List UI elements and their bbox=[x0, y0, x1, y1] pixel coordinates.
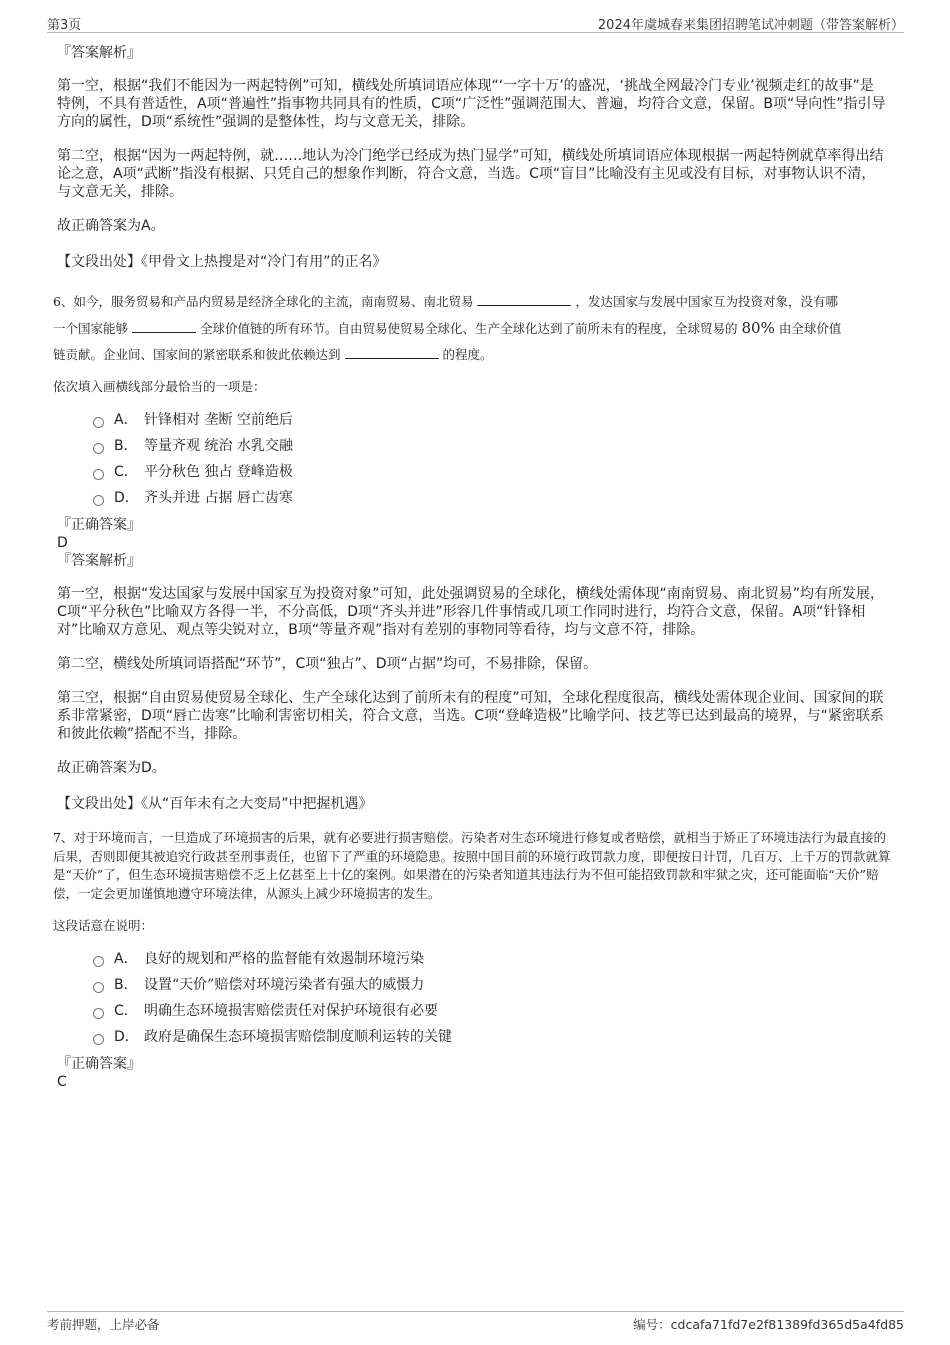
q6-stem-text: 的程度。 bbox=[442, 347, 493, 362]
q6-options bbox=[53, 406, 891, 510]
q7-answer: C bbox=[57, 1074, 67, 1090]
option-text: 明确生态环境损害赔偿责任对保护环境很有必要 bbox=[144, 1003, 438, 1019]
q5-source: 【文段出处】《甲骨文上热搜是对“冷门有用”的正名》 bbox=[57, 254, 387, 270]
document-title: 2024年虞城春来集团招聘笔试冲刺题（带答案解析） bbox=[597, 18, 904, 33]
question-7 bbox=[53, 829, 891, 1049]
q6-option-d[interactable] bbox=[53, 484, 891, 510]
option-letter: B． bbox=[114, 977, 138, 993]
question-6 bbox=[53, 289, 891, 510]
option-letter: A． bbox=[114, 412, 138, 428]
q7-options bbox=[53, 945, 891, 1049]
q6-stem-text: 6、如今，服务贸易和产品内贸易是经济全球化的主流，南南贸易、南北贸易 bbox=[53, 294, 474, 309]
q6-option-a[interactable] bbox=[53, 406, 891, 432]
page-footer bbox=[47, 1311, 904, 1337]
radio-icon[interactable] bbox=[93, 443, 104, 454]
option-letter: C． bbox=[114, 464, 138, 480]
option-text: 齐头并进 占据 唇亡齿寒 bbox=[144, 490, 293, 506]
radio-icon[interactable] bbox=[93, 956, 104, 967]
q6-analysis-para3: 第三空，根据“自由贸易使贸易全球化、生产全球化达到了前所未有的程度”可知，全球化程度很高，横线处需体现企业间、国家间的联系非常紧密，D项“唇亡齿寒”比喻利害密切相关，符合文意，当选。C项“登峰造极”比喻学问、技艺等已达到最高的境界，与“紧密联系和彼此依赖”搭配不当，排除。 bbox=[57, 690, 884, 742]
option-text: 良好的规划和严格的监督能有效遏制环境污染 bbox=[144, 951, 424, 967]
option-text: 针锋相对 垄断 空前绝后 bbox=[144, 412, 293, 428]
radio-icon[interactable] bbox=[93, 495, 104, 506]
q6-option-b[interactable] bbox=[53, 432, 891, 458]
q6-stem-text: ，发达国家与发展中国家互为投资对象，没有哪 bbox=[575, 294, 838, 309]
q6-stem-text: 链贡献。企业间、国家间的紧密联系和彼此依赖达到 bbox=[53, 347, 341, 362]
footer-slogan: 考前押题，上岸必备 bbox=[47, 1317, 160, 1332]
option-letter: C． bbox=[114, 1003, 138, 1019]
q5-conclusion: 故正确答案为A。 bbox=[57, 218, 165, 234]
q6-option-c[interactable] bbox=[53, 458, 891, 484]
document-id: 编号：cdcafa71fd7e2f81389fd365d5a4fd85 bbox=[633, 1317, 904, 1332]
q6-answer-label: 『正确答案』 bbox=[57, 517, 141, 533]
q7-option-b[interactable] bbox=[53, 971, 891, 997]
radio-icon[interactable] bbox=[93, 1008, 104, 1019]
page-content bbox=[53, 44, 891, 1091]
option-letter: B． bbox=[114, 438, 138, 454]
q7-option-c[interactable] bbox=[53, 997, 891, 1023]
q6-answer: D bbox=[57, 535, 68, 551]
option-letter: D． bbox=[114, 1029, 139, 1045]
q6-stem-text: 全球价值链的所有环节。自由贸易使贸易全球化、生产全球化达到了前所未有的程度，全球贸易的 bbox=[199, 321, 738, 336]
q6-blank-2 bbox=[132, 320, 196, 333]
q7-prompt: 这段话意在说明： bbox=[53, 918, 154, 933]
q5-analysis-label: 『答案解析』 bbox=[57, 45, 141, 61]
q6-blank-1 bbox=[477, 293, 571, 306]
q7-answer-label: 『正确答案』 bbox=[57, 1056, 141, 1072]
option-text: 等量齐观 统治 水乳交融 bbox=[144, 438, 293, 454]
q6-prompt: 依次填入画横线部分最恰当的一项是： bbox=[53, 379, 266, 394]
q6-analysis-label: 『答案解析』 bbox=[57, 553, 141, 569]
radio-icon[interactable] bbox=[93, 469, 104, 480]
option-text: 政府是确保生态环境损害赔偿制度顺利运转的关键 bbox=[144, 1029, 452, 1045]
q6-stem bbox=[53, 289, 891, 368]
q6-stem-text: 一个国家能够 bbox=[53, 321, 129, 336]
option-text: 设置“天价”赔偿对环境污染者有强大的威慑力 bbox=[144, 977, 425, 993]
q6-source: 【文段出处】《从“百年未有之大变局”中把握机遇》 bbox=[57, 796, 373, 812]
q7-option-d[interactable] bbox=[53, 1023, 891, 1049]
radio-icon[interactable] bbox=[93, 417, 104, 428]
q7-option-a[interactable] bbox=[53, 945, 891, 971]
q5-analysis-para2: 第二空，根据“因为一两起特例，就……地认为冷门绝学已经成为热门显学”可知，横线处所填词语应体现根据一两起特例就草率得出结论之意，A项“武断”指没有根据、只凭自己的想象作判断，符合文意，当选。C项“盲目”比喻没有主见或没有目标，对事物认识不清，与文意无关，排除。 bbox=[57, 148, 884, 200]
q6-analysis-para2: 第二空，横线处所填词语搭配“环节”，C项“独占”、D项“占据”均可，不易排除，保留。 bbox=[57, 656, 598, 672]
q7-stem: 7、对于环境而言，一旦造成了环境损害的后果，就有必要进行损害赔偿。污染者对生态环境进行修复或者赔偿，就相当于矫正了环境违法行为最直接的后果，否则即便其被追究行政甚至刑事责任，也留下了严重的环境隐患。按照中国目前的环境行政罚款力度，即便按日计罚，几百万、上千万的罚款就算是“天价”了，但生态环境损害赔偿不乏上亿甚至上十亿的案例。如果潜在的污染者知道其违法行为不但可能招致罚款和牢狱之灾，还可能面临“天价”赔偿，一定会更加谨慎地遵守环境法律，从源头上减少环境损害的发生。 bbox=[53, 830, 891, 901]
q6-stem-text: 由全球价值 bbox=[778, 321, 842, 336]
q5-analysis-para1: 第一空，根据“我们不能因为一两起特例”可知，横线处所填词语应体现“‘一字十万’的盛况，‘挑战全网最冷门专业’视频走红的故事”是特例，不具有普适性，A项“普遍性”指事物共同具有的性质，C项“广泛性”强调范围大、普遍，均符合文意，保留。B项“导向性”指引导方向的属性，D项“系统性”强调的是整体性，均与文意无关，排除。 bbox=[57, 78, 886, 130]
radio-icon[interactable] bbox=[93, 982, 104, 993]
radio-icon[interactable] bbox=[93, 1034, 104, 1045]
option-letter: D． bbox=[114, 490, 139, 506]
q6-percent: 80% bbox=[741, 319, 775, 337]
q6-conclusion: 故正确答案为D。 bbox=[57, 760, 166, 776]
option-text: 平分秋色 独占 登峰造极 bbox=[144, 464, 293, 480]
option-letter: A． bbox=[114, 951, 138, 967]
page-header bbox=[47, 14, 904, 33]
page-number: 第3页 bbox=[47, 18, 82, 33]
q6-analysis-para1: 第一空，根据“发达国家与发展中国家互为投资对象”可知，此处强调贸易的全球化，横线处需体现“南南贸易、南北贸易”均有所发展，C项“平分秋色”比喻双方各得一半，不分高低，D项“齐头并进”形容几件事情或几项工作同时进行，均符合文意，保留。A项“针锋相对”比喻双方意见、观点等尖锐对立，B项“等量齐观”指对有差别的事物同等看待，均与文意不符，排除。 bbox=[57, 586, 885, 638]
q6-blank-3 bbox=[345, 346, 439, 359]
